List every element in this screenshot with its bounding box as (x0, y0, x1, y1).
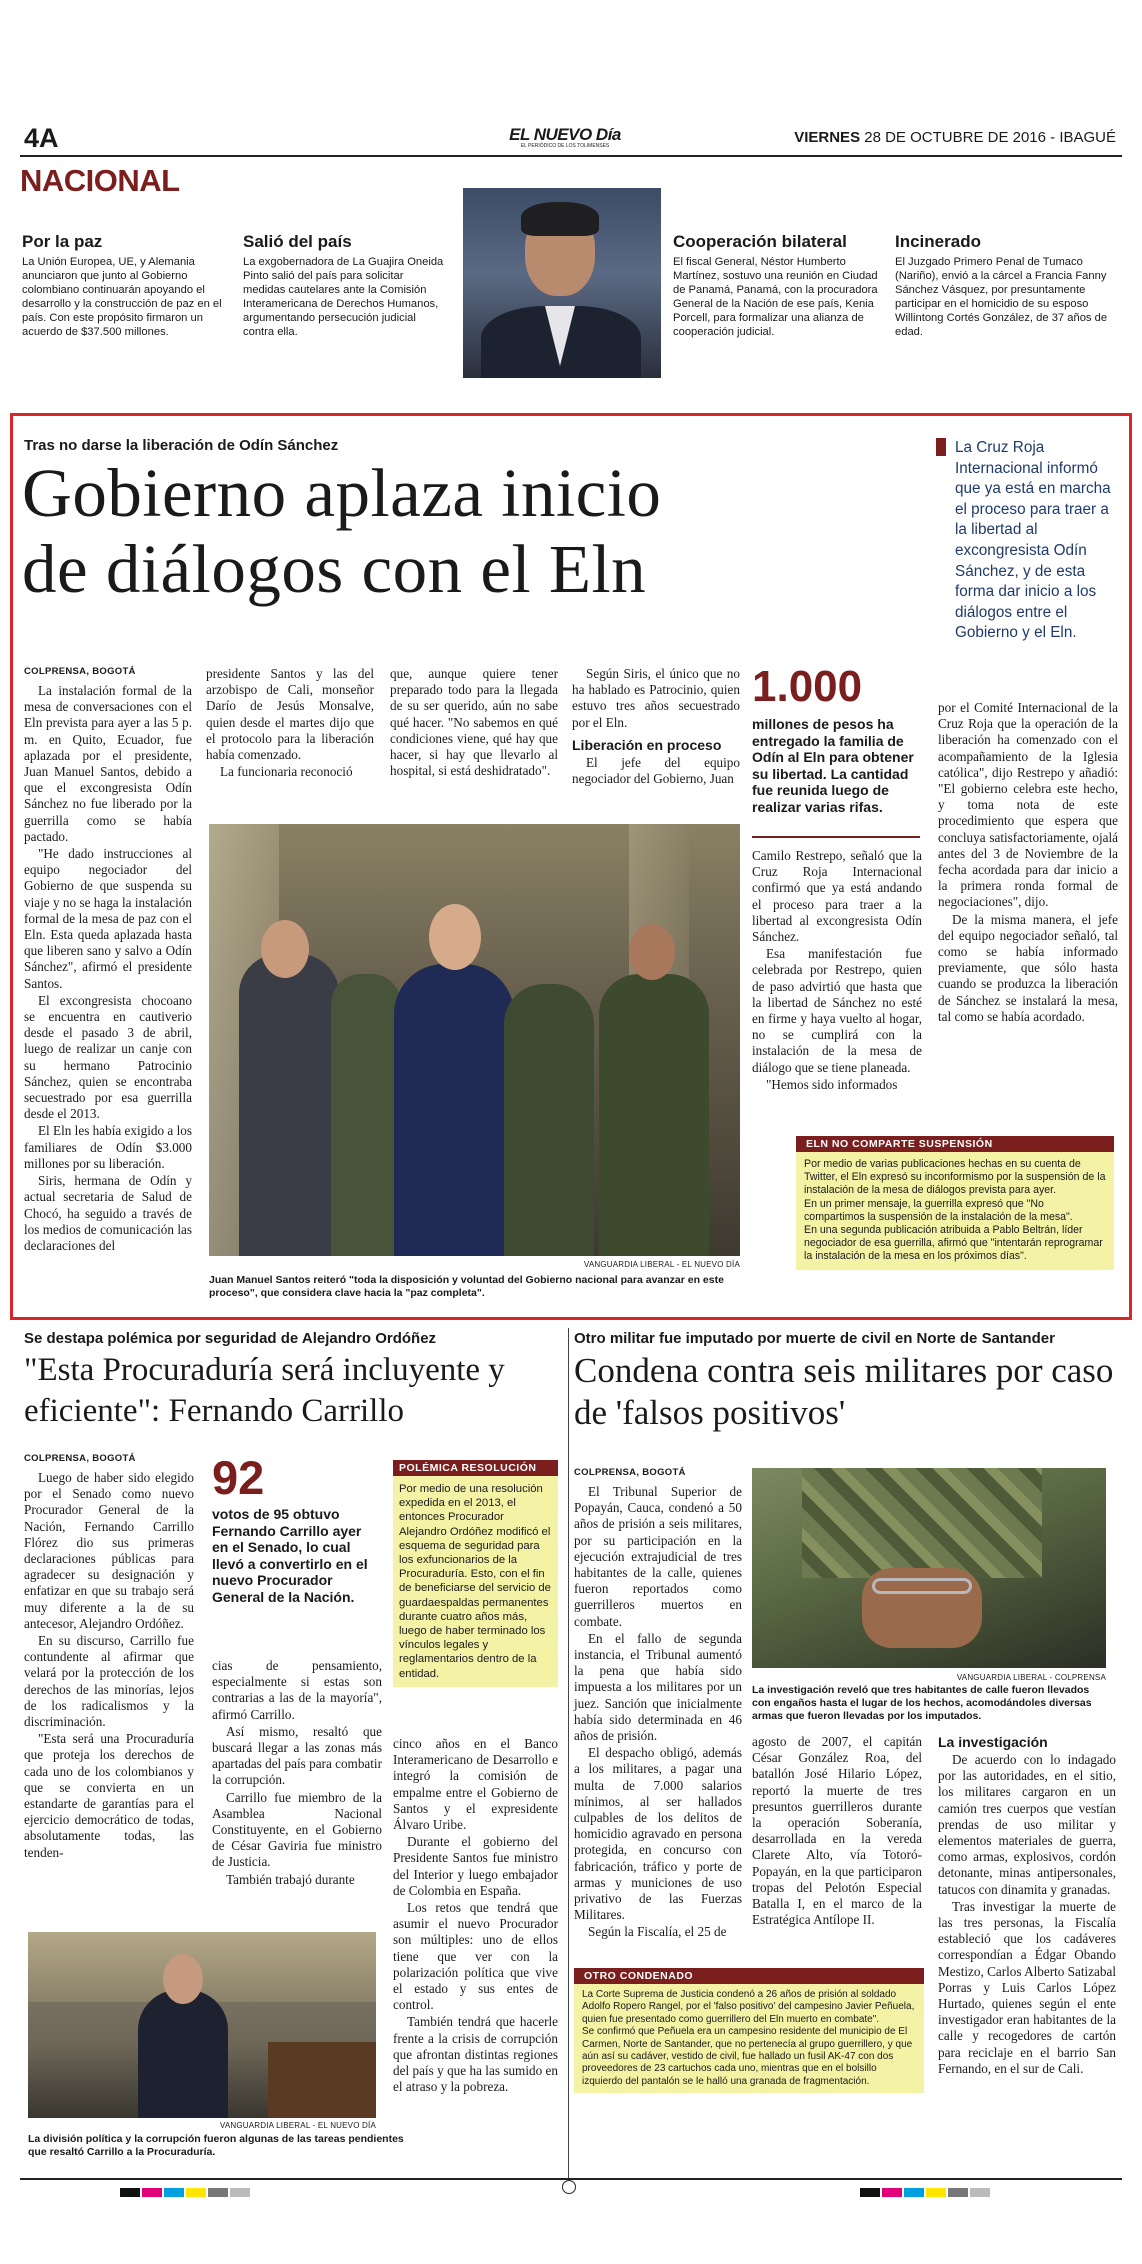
box-paragraph: En una segunda publicación atribuida a Pablo Beltrán, líder negociador de esa guerrilla, afirmó que "intentarán reprogramar la instalación de la mesa en los próximos días". (804, 1224, 1103, 1263)
left-column-2 (212, 1658, 382, 1889)
eln-box (796, 1134, 1114, 1270)
main-column-5 (752, 848, 922, 1094)
paragraph: Los retos que tendrá que asumir el nuevo Procurador son múltiples: uno de ellos tiene que ver con la polarización política que vive el estado y sus entes de control. (393, 1900, 558, 2013)
main-column-1 (24, 666, 192, 1255)
paragraph: "Hemos sido informados (766, 1076, 898, 1092)
right-column-1 (574, 1467, 742, 1942)
paragraph: Carrillo fue miembro de la Asamblea Nacional Constituyente, en el Gobierno de César Gaviria fue ministro de Justicia. (212, 1789, 382, 1870)
brief-text: La exgobernadora de La Guajira Oneida Pinto salió del país para solicitar medidas cautelares ante la Comisión Interamericana de Derechos Humanos, argumentando persecución judicial contra ella. (243, 256, 444, 338)
camouflage-sleeve (802, 1468, 1042, 1578)
brief-cooperacion (673, 232, 878, 339)
podium (268, 2042, 376, 2118)
paragraph: En su discurso, Carrillo fue contundente al afirmar que velará por la protección de los derechos de las minorías, lejos de los radicalismos y la discriminación. (24, 1633, 194, 1730)
brief-title: Salió del país (243, 232, 352, 251)
page-date (794, 129, 1116, 146)
right-headline: Condena contra seis militares por caso de 'falsos positivos' (574, 1351, 1114, 1432)
person-suit (138, 1990, 228, 2118)
brief-por-la-paz (22, 232, 227, 339)
paragraph: Así mismo, resaltó que buscará llegar a las zonas más apartadas del país para combatir la corrupción. (212, 1723, 382, 1788)
main-photo (209, 824, 740, 1256)
story-divider (568, 1328, 569, 2178)
person-soldier (331, 974, 401, 1256)
box-paragraph: Se confirmó que Peñuela era un campesino residente del municipio de El Carmen, Norte de Santander, que no pertenecía al grupo guerrillero, y que aún así su cadáver, vestido de civil, fue hallado un fusil AK-47 con dos proveedores de 23 cartuchos cada uno, mientras que en el bolsillo izquierdo del pantalón se le halló una granada de fragmentación. (582, 2026, 913, 2087)
paragraph: agosto de 2007, el capitán César González Roa, del batallón José Hilario López, reportó la muerte de tres presuntos guerrilleros durante la operación Soberanía, desarrollada en la vereda Clarete Alto, vía Totoró-Popayán, en la que participaron tropas del Pelotón Especial Batalla I, en el marco de la Estratégica Antílope II. (752, 1734, 922, 1928)
right-photo-credit: VANGUARDIA LIBERAL - COLPRENSA (956, 1673, 1106, 1682)
left-photo (28, 1932, 376, 2118)
paragraph: cinco años en el Banco Interamericano de Desarrollo e integró la comisión de empalme entre el Gobierno de Santos y el expresidente Álvaro Uribe. (393, 1736, 558, 1833)
paragraph: También tendrá que hacerle frente a la crisis de corrupción que afrontan distintas regiones del país y que ha las sumido en el atraso y la pobreza. (393, 2014, 558, 2095)
paragraph: El Tribunal Superior de Popayán, Cauca, condenó a 50 años de prisión a seis militares, por su participación en la ejecución extrajudicial de tres habitantes de la calle, quienes fueron reportados como guerrilleros muertos en combate. (574, 1484, 742, 1629)
paragraph: por el Comité Internacional de la Cruz Roja que la operación de la liberación ha comenzado con el acompañamiento de la Iglesia católica", dijo Restrepo y añadió: "El gobierno celebra este hecho, y toma nota de este procedimiento que espera que concluya satisfactoriamente, ojalá antes del 3 de Noviembre de la fecha acordada para dar inicio a la primera ronda formal de negociaciones", dijo. (938, 700, 1118, 910)
right-kicker: Otro militar fue imputado por muerte de civil en Norte de Santander (574, 1330, 1055, 1347)
right-column-2 (752, 1734, 922, 1929)
right-subhead: La investigación (938, 1734, 1048, 1750)
left-photo-credit: VANGUARDIA LIBERAL - EL NUEVO DÍA (219, 2121, 376, 2130)
paragraph: De acuerdo con lo indagado por las autoridades, en el sitio, los militares cargaron en un camión tres cuerpos que vestían prendas de uso militar y elementos materiales de guerra, como armas, explosivos, cordón detonante, minas antipersonales, tatucos con dinamita y granadas. (938, 1752, 1116, 1897)
paragraph: que, aunque quiere tener preparado todo para la llegada de su ser querido, aún no sabe qué hacer. "No sabemos en qué condiciones viene, qué hay que hacer, si hay que llevarlo al hospital, si está deshidratado". (390, 666, 558, 779)
person-head (163, 1954, 203, 2004)
otro-condenado-box (574, 1966, 924, 2093)
paragraph: Camilo Restrepo, señaló que la Cruz Roja Internacional confirmó que ya está andando el proceso para traer a la libertad al excongresista Odín Sánchez. (752, 848, 922, 945)
main-column-3 (390, 666, 558, 780)
right-photo-caption: La investigación reveló que tres habitantes de calle fueron llevados con engaños hasta el lugar de los hechos, acomodándoles diversas armas que fueron llevadas por los imputados. (752, 1684, 1092, 1722)
highlight-text: millones de pesos ha entregado la familia de Odín al Eln para obtener su libertad. La cantidad fue reunida luego de realizar varias rifas. (752, 716, 914, 815)
otro-condenado-title: OTRO CONDENADO (574, 1968, 924, 1984)
main-photo-credit: VANGUARDIA LIBERAL - EL NUEVO DÍA (583, 1260, 740, 1269)
right-byline: COLPRENSA, BOGOTÁ (574, 1467, 686, 1478)
page-header (20, 125, 1122, 157)
paragraph: Luego de haber sido elegido por el Senado como nuevo Procurador General de la Nación, Fernando Carrillo Flórez dio sus primeras declaraciones públicas para agradecer su designación y enfatizar en que su trabajo será muy diferente a la de su antecesor, Alejandro Ordóñez. (24, 1470, 194, 1631)
brief-title: Incinerado (895, 232, 981, 251)
main-headline-line-1: Gobierno aplaza inicio (22, 455, 662, 531)
paragraph: La instalación formal de la mesa de conversaciones con el Eln prevista para ayer a las 5 p. m. en Quito, Ecuador, fue aplazada por el presidente, Juan Manuel Santos, debido a que el excongresista Odín Sánchez no fue liberado por la guerrilla como se había pactado. (24, 683, 192, 844)
date-rest: 28 DE OCTUBRE DE 2016 - IBAGUÉ (864, 129, 1116, 146)
box-paragraph: En un primer mensaje, la guerrilla expresó que "No compartimos la suspensión de la instalación de la mesa". (804, 1197, 1073, 1223)
logo-text: EL NUEVO Día (509, 125, 621, 144)
left-headline: "Esta Procuraduría será incluyente y eficiente": Fernando Carrillo (24, 1352, 505, 1429)
brief-salio-del-pais (243, 232, 448, 339)
wood-panel (28, 1932, 376, 2002)
paragraph: Tras investigar la muerte de las tres personas, la Fiscalía estableció que los cadáveres correspondían a Édgar Obando Mestizo, Carlos Alberto Satizabal Porras y Luis Carlos López Hurtado, quienes según el ente investigador eran habitantes de la calle y recogedores de cartón para reciclaje en el barrio San Fernando, en el sur de Cali. (938, 1898, 1116, 2076)
otro-condenado-body (574, 1984, 924, 2093)
left-number: 92 (212, 1451, 265, 1504)
left-kicker: Se destapa polémica por seguridad de Alejandro Ordóñez (24, 1330, 437, 1347)
paragraph: Esa manifestación fue celebrada por Restrepo, quien de paso advirtió que hasta que la libertad de Sánchez no esté en firme y haya vuelto al hogar, no se cumplirá con la instalación de la mesa de diálogo que se tiene planeada. (752, 946, 922, 1075)
highlight-number: 1.000 (752, 662, 863, 711)
box-paragraph: Por medio de varias publicaciones hechas en su cuenta de Twitter, el Eln expresó su inconformismo por la suspensión de la instalación de la mesa de diálogos prevista para ayer. (804, 1158, 1106, 1197)
person-left-head (261, 920, 309, 978)
person-right (504, 984, 594, 1256)
color-registration-bar-right (860, 2184, 992, 2202)
section-title: NACIONAL (20, 163, 180, 198)
main-column-2 (206, 666, 374, 781)
paragraph: Según Siris, el único que no ha hablado es Patrocinio, quien estuvo tres años secuestrado por el Eln. (572, 666, 740, 730)
left-number-text: votos de 95 obtuvo Fernando Carrillo ayer en el Senado, lo cual llevó a convertirlo en el nuevo Procurador General de la Nación. (212, 1506, 368, 1605)
paragraph: presidente Santos y las del arzobispo de Cali, monseñor Darío de Jesús Monsalve, quien desde el martes dijo que el protocolo para la liberación había comenzado. (206, 666, 374, 763)
polemica-box-body: Por medio de una resolución expedida en el 2013, el entonces Procurador Alejandro Ordóñez modificó el esquema de seguridad para los exfuncionarios de la Procuraduría. Esto, con el fin de beneficiarse del servicio de guardaespaldas permanentes durante cuatro años más, luego de haber terminado los vínculos legales y reglamentarios dentro de la entidad. (393, 1476, 558, 1687)
left-photo-caption: La división política y la corrupción fueron algunas de las tareas pendientes que resaltó Carrillo a la Procuraduría. (28, 2133, 404, 2158)
masthead-logo (505, 125, 625, 149)
person-police (599, 974, 709, 1256)
color-registration-bar-left (120, 2184, 252, 2202)
logo-tagline: EL PERIÓDICO DE LOS TOLIMENSES (520, 143, 610, 149)
person-left (239, 954, 339, 1256)
paragraph: El jefe del equipo negociador del Gobierno, Juan (572, 754, 740, 787)
main-lede: La Cruz Roja Internacional informó que ya está en marcha el proceso para traer a la libertad al excongresista Odín Sánchez, y de esta forma dar inicio a los diálogos entre el Gobierno y el Eln. (955, 439, 1111, 642)
brief-text: El fiscal General, Néstor Humberto Martínez, sostuvo una reunión en Ciudad de Panamá, Panamá, con la procuradora General de la Nación de ese país, Kenia Porcell, para formalizar una alianza de cooperación judicial. (673, 256, 878, 338)
page-number: 4A (24, 123, 59, 153)
main-column-6 (938, 700, 1118, 1026)
registration-mark-icon (562, 2180, 576, 2194)
paragraph: Durante el gobierno del Presidente Santos fue ministro del Interior y luego embajador de Colombia en España. (393, 1834, 558, 1898)
paragraph: Siris, hermana de Odín y actual secretaria de Salud de Chocó, ha seguido a través de los medios de comunicación las declaraciones del (24, 1173, 192, 1253)
handcuffs (872, 1578, 972, 1594)
right-photo (752, 1468, 1106, 1668)
polemica-box-title: POLÉMICA RESOLUCIÓN (393, 1460, 558, 1476)
brief-title: Por la paz (22, 232, 103, 251)
brief-photo-fiscal (463, 188, 661, 378)
polemica-box (393, 1458, 558, 1687)
main-kicker: Tras no darse la liberación de Odín Sánchez (24, 437, 339, 454)
paragraph: En el fallo de segunda instancia, el Tribunal aumentó la pena que había sido impuesta a los militares por un juez. Sanción que inicialmente había sido determinada en 46 años de prisión. (574, 1630, 742, 1744)
paragraph: El despacho obligó, además a los militares, a pagar una multa de 7.000 salarios mínimos, al ser hallados culpables de los delitos de homicidio agravado en persona protegida, en concurso con fabricación, tráfico y porte de armas y municiones de uso privativo de las Fuerzas Militares. (574, 1745, 742, 1923)
highlight-rule (752, 836, 920, 838)
left-column-1 (24, 1453, 194, 1862)
paragraph: El excongresista chocoano se encuentra en cautiverio desde el pasado 3 de abril, luego de realizar un canje con su hermano Patrocinio Sánchez, quien se encontraba secuestrado por esa guerrilla desde el 2013. (24, 992, 192, 1122)
paragraph: De la misma manera, el jefe del equipo negociador señaló, tal como se había informado previamente, que sólo hasta cuando se produzca la liberación de Sánchez se instalará la mesa, tal como se había acordado. (938, 911, 1118, 1024)
main-headline-line-2: de diálogos con el Eln (22, 531, 647, 607)
box-paragraph: La Corte Suprema de Justicia condenó a 26 años de prisión al soldado Adolfo Ropero Rangel, por el 'falso positivo' del campesino Javier Peñuela, quien fue presentado como guerrillero del Eln muerto en combate". (582, 1989, 915, 2025)
main-byline: COLPRENSA, BOGOTÁ (24, 666, 136, 677)
brief-incinerado (895, 232, 1110, 339)
left-byline: COLPRENSA, BOGOTÁ (24, 1453, 136, 1464)
brief-text: La Unión Europea, UE, y Alemania anunciaron que junto al Gobierno colombiano continuarán apoyando el desarrollo y la construcción de paz en el país. Con este propósito firmaron un acuerdo de $37.500 millones. (22, 256, 222, 338)
main-column-4 (572, 666, 740, 788)
person-center (394, 964, 514, 1256)
eln-box-title: ELN NO COMPARTE SUSPENSIÓN (796, 1136, 1114, 1152)
right-column-3 (938, 1734, 1116, 2078)
lede-marker (936, 438, 946, 456)
person-police-head (629, 924, 675, 980)
paragraph: El Eln les había exigido a los familiares de Odín $3.000 millones por su liberación. (24, 1123, 192, 1171)
paragraph: "He dado instrucciones al equipo negociador del Gobierno de que suspenda su viaje y no se haga la instalación formal de la mesa de paz con el Eln. Esta queda aplazada hasta que liberen sano y salvo a Odín Sánchez", afirmó el presidente Santos. (24, 846, 192, 991)
date-day: VIERNES (794, 129, 861, 146)
main-subhead: Liberación en proceso (572, 736, 722, 753)
left-column-3 (393, 1736, 558, 2096)
person-hair (521, 202, 599, 236)
eln-box-body (796, 1152, 1114, 1270)
person-center-head (429, 904, 481, 970)
paragraph: cias de pensamiento, especialmente si estas son contrarias a las de la mayoría", afirmó Carrillo. (212, 1658, 382, 1722)
paragraph: La funcionaria reconoció (220, 764, 353, 780)
paragraph: También trabajó durante (226, 1871, 355, 1887)
main-photo-caption: Juan Manuel Santos reiteró "toda la disposición y voluntad del Gobierno nacional para avanzar en este proceso", que considera clave hacia la "paz completa". (209, 1274, 724, 1299)
brief-title: Cooperación bilateral (673, 232, 847, 251)
brief-text: El Juzgado Primero Penal de Tumaco (Nariño), envió a la cárcel a Francia Fanny Sánchez Vásquez, por presuntamente participar en el homicidio de su esposo Willintong Cortés González, de 37 años de edad. (895, 256, 1108, 338)
paragraph: "Esta será una Procuraduría que proteja los derechos de cada uno de los colombianos y que se convierta en un estandarte de garantías para el ejercicio democrático de todas, absolutamente todas, las tenden- (24, 1731, 194, 1860)
paragraph: Según la Fiscalía, el 25 de (588, 1924, 727, 1940)
